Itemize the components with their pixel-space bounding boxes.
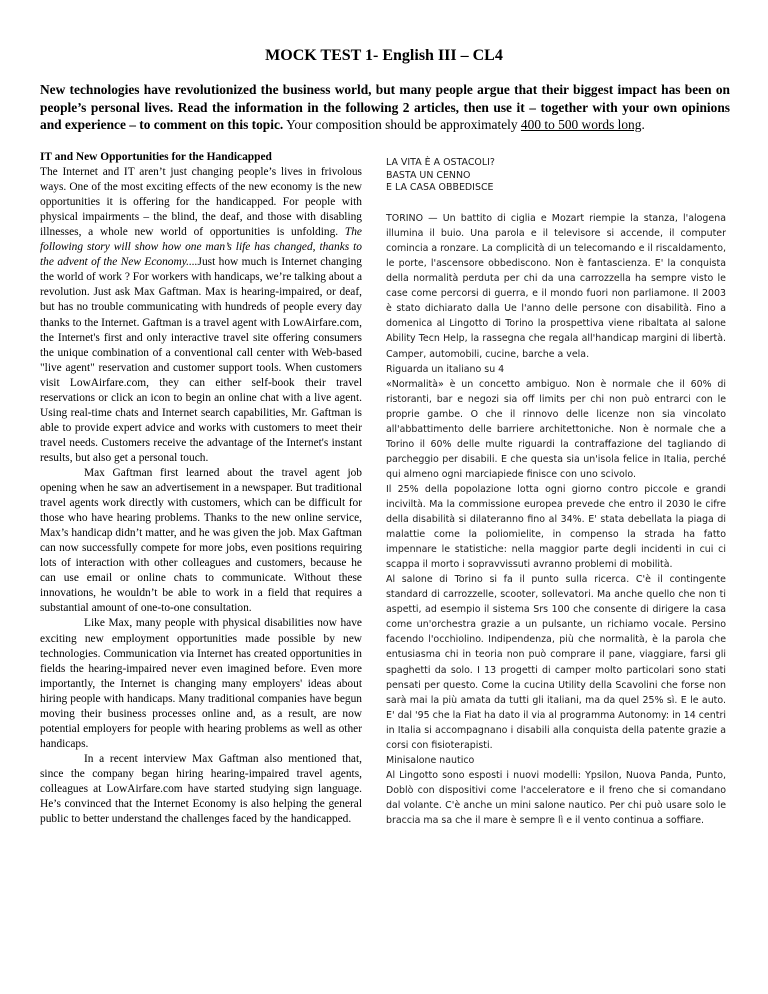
article-headline bbox=[386, 150, 726, 195]
article-paragraph-2: Max Gaftman first learned about the travel agent job opening when he saw an advertisement in a newspaper. But traditional travel agents work directly with customers, which can be difficult for those who have hearing problems. Thanks to the new online service, Max’s handicap didn’t matter, and he was given the job. Max Gaftman can now successfully compete for more jobs, even positions requiring lots of interaction with other colleagues and customers, because he can use email or online chats to communicate. Without these innovations, he wouldn’t be able to work in a field that requires a substantial amount of one-to-one consultation. bbox=[40, 466, 362, 615]
article-paragraph-3: Il 25% della popolazione lotta ogni giorno contro piccole e grandi inciviltà. Ma la commissione europea prevede che entro il 2030 le cifre della disabilità si dilateranno fino al 34%. E' stata debellata la piaga di malattie come la poliomielite, in compenso la strada ha fatto impennare le statistiche: nella maggior parte degli incidenti in cui ci scappa il morto i sopravvissuti avranno problemi di mobilità. bbox=[386, 483, 726, 571]
article-heading: IT and New Opportunities for the Handicapped bbox=[40, 151, 272, 163]
article-paragraph-1: TORINO — Un battito di ciglia e Mozart riempie la stanza, l'alogena illumina il buio. Una parola e il televisore si accende, il computer comincia a ronzare. La complicità di un telecomando e il riscaldamento, le porte, l'ascensore obbediscono. Non è fantascienza. E' la conquista della normalità perduta per chi da una carrozzella ha sempre visto le case come percorsi di guerra, e il mondo fuori non parliamone. Il 2003 è stato dichiarato dalla Ue l'anno delle persone con disabilità. Fino a domenica al Lingotto di Torino la prospettiva viene ribaltata al salone Ability Tecn Help, la rassegna che regala all'handicap margini di libertà. Camper, automobili, cucine, barche a vela. bbox=[386, 213, 726, 360]
instructions-bold: New technologies have revolutionized the business world, but many people argue that their biggest impact has been on people’s personal lives. Read the information in the following 2 articles, then use it – together with your own opinions and experience – to comment on this topic. bbox=[40, 82, 730, 132]
word-count-requirement: 400 to 500 words long bbox=[520, 117, 642, 132]
page-title: MOCK TEST 1- English III – CL4 bbox=[265, 47, 503, 64]
article-paragraph-3: Like Max, many people with physical disabilities now have exciting new employment opportunities made possible by new technologies. Communication via Internet has created opportunities in fields the hearing-impaired never even imagined before. Even more importantly, the Internet is changing many employers' ideas about hiring people with handicaps. Many traditional companies have begun moving their business processes online and, as a result, are now potential employers for people with hearing problems as well as other handicaps. bbox=[40, 617, 362, 750]
subheading: Minisalone nautico bbox=[386, 754, 475, 766]
headline-line: BASTA UN CENNO bbox=[386, 169, 471, 181]
headline-line: LA VITA È A OSTACOLI? bbox=[386, 157, 495, 168]
article-paragraph-2: «Normalità» è un concetto ambiguo. Non è normale che il 60% di ristoranti, bar e negozi sia off limits per chi non può entrarci con le proprie gambe. O che il rinnovo delle licenze non sia vincolato all'abbattimento delle barriere architettoniche. Non è normale che a Torino il 60% delle multe riguardi la contraffazione del tagliando di parcheggio per disabili. E che questa sia un'isola felice in Italia, perché qui almeno ogni marciapiede finisce con uno scivolo. bbox=[386, 378, 726, 480]
instructions-end: . bbox=[641, 117, 645, 132]
article-paragraph-5: Al Lingotto sono esposti i nuovi modelli: Ypsilon, Nuova Panda, Punto, Doblò con dispositivi come l'acceleratore e il freno che si comandano dal volante. C'è anche un mini salone nautico. Per chi può usare solo le braccia ma sa che il mare è sempre lì e il vento continua a soffiare. bbox=[386, 769, 726, 826]
italic-text: The following story will show how one man’s life has changed, thanks to the advent of the New Economy.... bbox=[40, 226, 362, 269]
headline-line: E LA CASA OBBEDISCE bbox=[386, 182, 494, 194]
article-paragraph-4: Al salone di Torino si fa il punto sulla ricerca. C'è il contingente standard di carrozzelle, scooter, sollevatori. Ma anche quello che non ti aspetti, ad esempio il sistema Srs 100 che consente di dirigere la casa come un'orchestra grazie a un pulsante, un richiamo vocale. Persino facendo l'occhiolino. Indipendenza, più che normalità, è la parola che entusiasma chi in teoria non può comprare il pane, viaggiare, farsi gli spaghetti da solo. I 13 progetti di camper molto particolari sono stati pensati per questo. Come la cucina Utility della Scavolini che forse non sarà mai la più amata da tutti gli italiani, ma da quel 25% sì. E le auto. E' dal '95 che la Fiat ha dato il via al programma Autonomy: in 14 centri in Italia si accompagnano i disabili alla conquista della patente grazie a corsi con fisioterapisti. bbox=[386, 574, 726, 751]
subheading: Riguarda un italiano su 4 bbox=[386, 363, 505, 375]
article-italian bbox=[386, 150, 726, 828]
article-english bbox=[40, 150, 362, 827]
article-paragraph-1 bbox=[40, 165, 362, 466]
instructions bbox=[40, 81, 730, 134]
paragraph-text: The Internet and IT aren’t just changing people’s lives in frivolous ways. One of the most exciting effects of the new economy is the new opportunities it is offering for the handicapped. For people with physical impairments – the blind, the deaf, and those with disabling illnesses, a whole new world of opportunities is unfolding. bbox=[40, 166, 362, 239]
instructions-text: Your composition should be approximately bbox=[283, 117, 521, 132]
paragraph-text: Just how much is Internet changing the world of work ? For workers with handicaps, we’re talking about a revolution. Just ask Max Gaftman. Max is hearing-impaired, or deaf, but has no trouble communicating with hundreds of people every day thanks to the Internet. Gaftman is a travel agent with LowAirfare.com, the Internet's first and only interactive travel site offering consumers the unique combination of a conventional call center with Web-based "live agent" reservation and customer support tools. When customers visit LowAirfare.com, they can either self-book their travel reservations or click an icon to begin an online chat with a live agent. Using real-time chats and Internet search capabilities, Mr. Gaftman is able to provide expert advice and works with customers to meet their travel needs. Customers receive the advantage of the Internet's instant results, but also get a personal touch. bbox=[40, 256, 362, 464]
article-paragraph-4: In a recent interview Max Gaftman also mentioned that, since the company began hiring hearing-impaired travel agents, colleagues at LowAirfare.com have started studying sign language. He’s convinced that the Internet Economy is also helping the general public to better understand the challenges faced by the handicapped. bbox=[40, 752, 362, 826]
